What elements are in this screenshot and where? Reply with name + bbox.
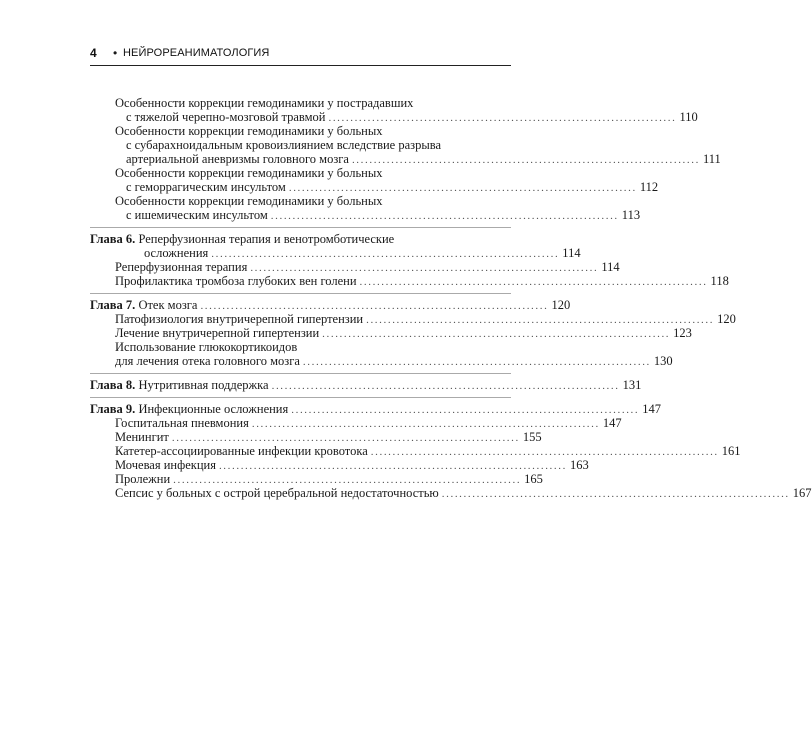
toc-page-number: 167: [792, 486, 812, 500]
toc-entry-meningitis[interactable]: [90, 430, 542, 444]
leader-dots: ................................................................................: [288, 182, 637, 194]
header-bullet: •: [113, 46, 118, 60]
toc-page-number: 120: [717, 312, 736, 326]
toc-entry-urinary-infection[interactable]: [90, 458, 589, 472]
leader-dots: ................................................................................: [359, 276, 708, 288]
toc-entry-text: с ишемическим инсультом: [126, 208, 268, 222]
toc-chapter-8[interactable]: [90, 378, 642, 392]
header-rule: [90, 65, 511, 66]
chapter-title: Реперфузионная терапия и венотромботические: [138, 232, 395, 246]
toc-entry-text: Реперфузионная терапия: [115, 260, 248, 274]
toc-chapter-line: [90, 232, 511, 246]
chapter-label: Глава 9.: [90, 402, 136, 416]
toc-page-number: 147: [602, 416, 622, 430]
toc-page-number: 114: [601, 260, 620, 274]
toc-page-number: 111: [702, 152, 721, 166]
leader-dots: ................................................................................: [302, 356, 651, 368]
chapter-label: Глава 8.: [90, 378, 136, 392]
toc-entry-line: Особенности коррекции гемодинамики у больных: [115, 124, 383, 138]
toc-chapter-6[interactable]: [90, 232, 581, 260]
toc-entry-text: Пролежни: [115, 472, 171, 486]
toc-page-number: 165: [524, 472, 543, 486]
toc-entry-icp-pathophysiology[interactable]: [90, 312, 736, 326]
toc-entry-last-line: [90, 354, 673, 368]
toc-page-number: 131: [622, 378, 642, 392]
chapter-title: Нутритивная поддержка: [138, 378, 269, 392]
toc-entry-catheter-infections[interactable]: [90, 444, 741, 458]
toc-entry-text: Мочевая инфекция: [115, 458, 216, 472]
leader-dots: ................................................................................: [250, 262, 599, 274]
table-of-contents: [90, 96, 812, 500]
toc-page-number: 123: [673, 326, 692, 340]
toc-entry-text: Профилактика тромбоза глубоких вен голени: [115, 274, 357, 288]
section-separator: [90, 222, 511, 232]
toc-entry-last-line: [90, 110, 698, 124]
toc-entry-text: с тяжелой черепно-мозговой травмой: [126, 110, 326, 124]
leader-dots: ................................................................................: [322, 328, 671, 340]
toc-entry-text: Лечение внутричерепной гипертензии: [115, 326, 320, 340]
leader-dots: ................................................................................: [366, 314, 715, 326]
toc-entry-icp-treatment[interactable]: [90, 326, 692, 340]
toc-entry-text: Менингит: [115, 430, 169, 444]
section-separator: [90, 368, 511, 378]
toc-page-number: 118: [710, 274, 729, 288]
toc-page-number: 112: [639, 180, 659, 194]
toc-chapter-last-line: [90, 246, 581, 260]
section-separator: [90, 288, 511, 298]
toc-page-number: 155: [522, 430, 542, 444]
toc-chapter-7[interactable]: [90, 298, 571, 312]
chapter-label: Глава 7.: [90, 298, 136, 312]
toc-page-number: 161: [721, 444, 741, 458]
toc-entry-last-line: [90, 152, 721, 166]
toc-entry-line: Особенности коррекции гемодинамики у больных: [115, 166, 383, 180]
leader-dots: ................................................................................: [328, 112, 677, 124]
leader-dots: ................................................................................: [200, 300, 549, 312]
toc-entry-line: Особенности коррекции гемодинамики у пострадавших: [115, 96, 414, 110]
leader-dots: ................................................................................: [370, 446, 719, 458]
running-header: [90, 46, 511, 66]
toc-entry-glucocorticoids[interactable]: [90, 340, 673, 368]
page-number: 4: [90, 46, 97, 60]
toc-entry-hemodynamics-hemorrhagic[interactable]: [90, 166, 659, 194]
toc-entry-line: Использование глюкокортикоидов: [115, 340, 298, 354]
toc-page-number: 120: [551, 298, 571, 312]
toc-page-number: 147: [642, 402, 661, 416]
running-title: НЕЙРОРЕАНИМАТОЛОГИЯ: [123, 47, 270, 59]
toc-entry-last-line: [90, 180, 659, 194]
chapter-title: Инфекционные осложнения: [138, 402, 289, 416]
toc-page-number: 113: [621, 208, 641, 222]
toc-entry-text: Госпитальная пневмония: [115, 416, 249, 430]
leader-dots: ................................................................................: [291, 404, 640, 416]
toc-entry-text: Сепсис у больных с острой церебральной недостаточностью: [115, 486, 439, 500]
leader-dots: ................................................................................: [218, 460, 567, 472]
toc-entry-pressure-sores[interactable]: [90, 472, 543, 486]
toc-page-number: 114: [562, 246, 581, 260]
toc-entry-text: Патофизиология внутричерепной гипертензии: [115, 312, 364, 326]
toc-entry-text: для лечения отека головного мозга: [115, 354, 300, 368]
toc-entry-line: Особенности коррекции гемодинамики у больных: [115, 194, 383, 208]
toc-entry-dvt-prophylaxis[interactable]: [90, 274, 729, 288]
leader-dots: ................................................................................: [441, 488, 790, 500]
toc-page-number: 130: [653, 354, 673, 368]
leader-dots: ................................................................................: [351, 154, 700, 166]
toc-entry-text: с геморрагическим инсультом: [126, 180, 286, 194]
toc-entry-hemodynamics-tbi[interactable]: [90, 96, 698, 124]
leader-dots: ................................................................................: [251, 418, 600, 430]
leader-dots: ................................................................................: [271, 380, 620, 392]
toc-entry-hemodynamics-ischemic[interactable]: [90, 194, 641, 222]
toc-entry-line: с субарахноидальным кровоизлиянием вследствие разрыва: [126, 138, 442, 152]
chapter-title-cont: осложнения: [144, 246, 209, 260]
toc-entry-reperfusion[interactable]: [90, 260, 620, 274]
toc-entry-hospital-pneumonia[interactable]: [90, 416, 622, 430]
toc-entry-text: Катетер-ассоциированные инфекции кровотока: [115, 444, 368, 458]
toc-page-number: 163: [569, 458, 589, 472]
toc-entry-text: артериальной аневризмы головного мозга: [126, 152, 349, 166]
chapter-label: Глава 6.: [90, 232, 136, 246]
leader-dots: ................................................................................: [270, 210, 619, 222]
leader-dots: ................................................................................: [171, 432, 520, 444]
leader-dots: ................................................................................: [173, 474, 522, 486]
toc-page-number: 110: [679, 110, 698, 124]
chapter-title: Отек мозга: [138, 298, 198, 312]
leader-dots: ................................................................................: [211, 248, 560, 260]
toc-chapter-9[interactable]: [90, 402, 661, 416]
toc-entry-sepsis[interactable]: [90, 486, 812, 500]
section-separator: [90, 392, 511, 402]
toc-entry-last-line: [90, 208, 641, 222]
toc-entry-hemodynamics-sah[interactable]: [90, 124, 721, 166]
